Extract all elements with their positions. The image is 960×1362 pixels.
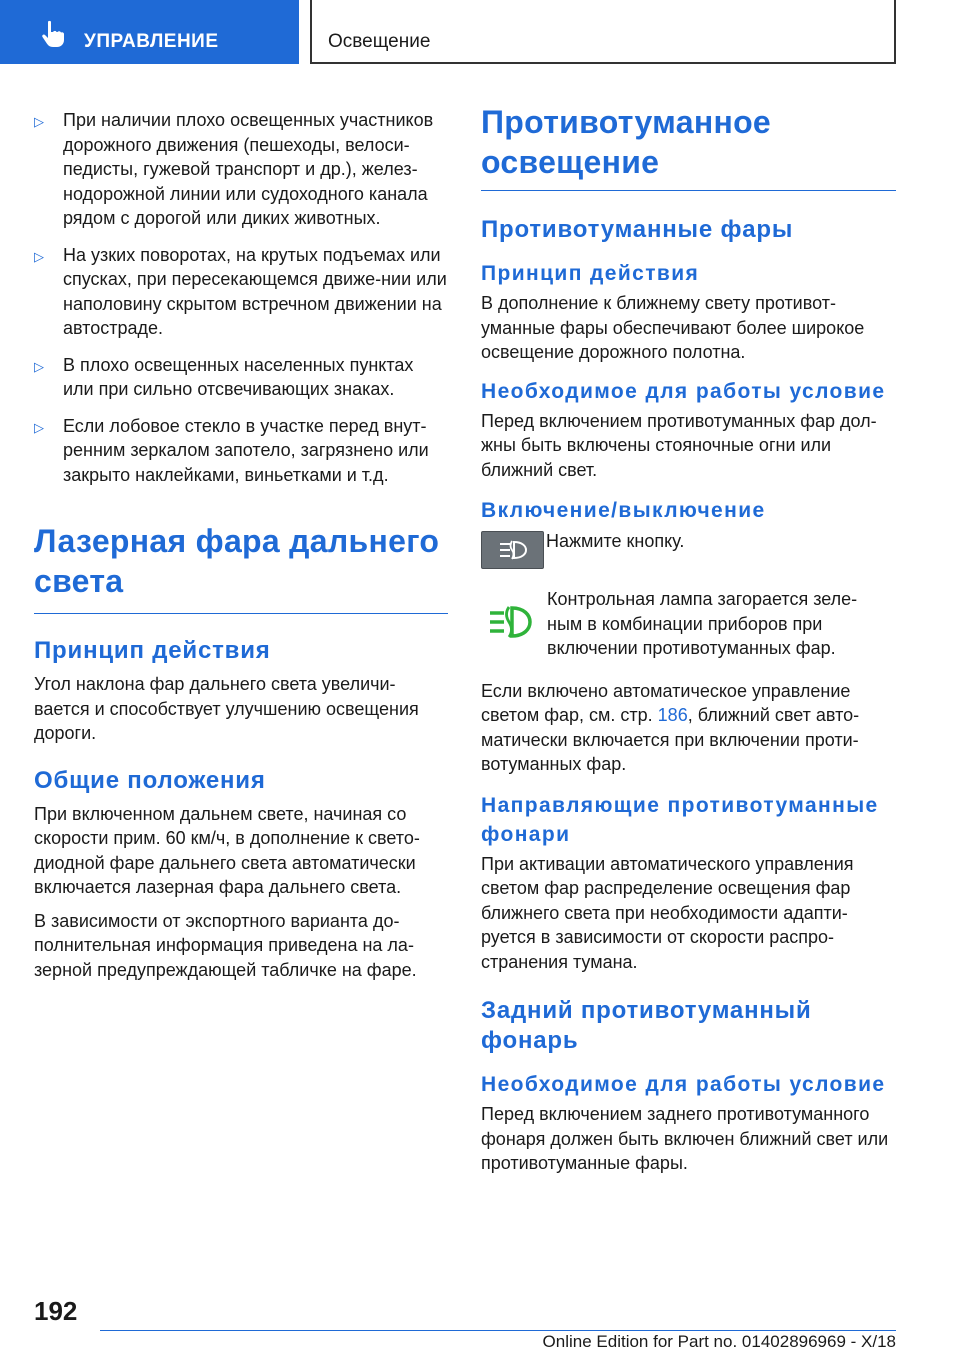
heading-divider xyxy=(34,613,448,614)
fog-conditions-text: Перед включением противотуманных фар дол-жны быть включены стояночные огни или ближний свет. xyxy=(481,410,877,480)
left-column xyxy=(34,100,448,982)
section-tab[interactable] xyxy=(0,0,299,64)
page-reference-link[interactable]: 186 xyxy=(657,705,688,725)
general-text: При включенном дальнем свете, начиная со скорости прим. 60 км/ч, в дополнение к свето-диодной фаре дальнего света автоматически включается лазерная фара дальнего света. xyxy=(34,803,420,897)
page-number: 192 xyxy=(34,1296,78,1326)
laser-principle-text: Угол наклона фар дальнего света увеличи-вается и способствует улучшению освещения дороги. xyxy=(34,674,419,743)
indicator-text: Контрольная лампа загорается зеле-ным в комбинации приборов при включении противотуманных фар. xyxy=(547,589,858,658)
section-title: УПРАВЛЕНИЕ xyxy=(84,31,219,52)
guiding-fog-heading: Направляющие противотуманные фонари xyxy=(481,793,879,846)
triangle-bullet-icon: ▷ xyxy=(34,114,44,129)
fog-lights-heading: Противотуманные фары xyxy=(481,216,794,243)
rear-conditions-heading: Необходимое для работы условие xyxy=(481,1073,886,1096)
indicator-row xyxy=(481,587,896,661)
guiding-fog-text: При активации автоматического управления светом фар распределение освещения фар ближнего света при необходимости адапти-руется в зависимости от скорости распро-странения тумана. xyxy=(481,853,854,972)
list-item: ▷ При наличии плохо освещенных участников дорожного движения (пешеходы, велоси-педисты, гужевой транспорт и др.), желез-нодорожной линии или судоходного канала рядом с дорогой или диких животных. xyxy=(34,110,434,228)
rear-fog-heading: Задний противотуманный фонарь xyxy=(481,997,812,1054)
general-heading: Общие положения xyxy=(34,766,266,794)
general-text-export: В зависимости от экспортного варианта до-полнительная информация приведена на ла-зерной предупреждающей табличке на фаре. xyxy=(34,910,417,980)
list-item: ▷ Если лобовое стекло в участке перед внут-ренним зеркалом запотело, загрязнено или закрыто наклейками, виньетками и т.д. xyxy=(34,415,429,485)
footer-divider xyxy=(100,1330,896,1331)
front-fog-light-button-icon[interactable] xyxy=(481,531,544,569)
fog-conditions-heading: Необходимое для работы условие xyxy=(481,379,886,403)
rear-conditions-text: Перед включением заднего противотуманного фонаря должен быть включен ближний свет или противотуманные фары. xyxy=(481,1104,889,1173)
triangle-bullet-icon: ▷ xyxy=(34,358,44,374)
right-column xyxy=(481,100,896,1176)
laser-principle-heading: Принцип действия xyxy=(34,637,271,664)
press-button-text: Нажмите кнопку. xyxy=(546,531,685,551)
list-item: ▷ В плохо освещенных населенных пунктах или при сильно отсвечивающих знаках. xyxy=(34,354,414,399)
fog-lighting-heading: Противотуманное освещение xyxy=(481,104,772,180)
fog-principle-heading: Принцип действия xyxy=(481,262,700,285)
fog-principle-text: В дополнение к ближнему свету противот-уманные фары обеспечивают более широкое освещение дорожного полотна. xyxy=(481,293,865,362)
chapter-header xyxy=(310,0,896,64)
bullet-list xyxy=(34,108,448,487)
press-button-row xyxy=(481,531,896,569)
laser-high-beam-heading: Лазерная фара дальнего света xyxy=(34,523,440,599)
chapter-title: Освещение xyxy=(328,31,431,52)
pointing-hand-icon xyxy=(40,20,66,48)
triangle-bullet-icon: ▷ xyxy=(34,248,44,264)
edition-label: Online Edition for Part no. 01402896969 - X/18 xyxy=(542,1332,896,1351)
auto-headlight-text: Если включено автоматическое управление светом фар, см. стр. 186, ближний свет авто-матически включается при включении проти-вотуманных фар. xyxy=(481,680,860,774)
switch-heading: Включение/выключение xyxy=(481,499,766,522)
fog-light-indicator-icon xyxy=(481,599,541,644)
list-item: ▷ На узких поворотах, на крутых подъемах или спусках, при пересекающемся движе-нии или наполовину скрытом встречном движении на автостраде. xyxy=(34,244,447,338)
heading-divider xyxy=(481,190,896,191)
triangle-bullet-icon: ▷ xyxy=(34,419,44,435)
